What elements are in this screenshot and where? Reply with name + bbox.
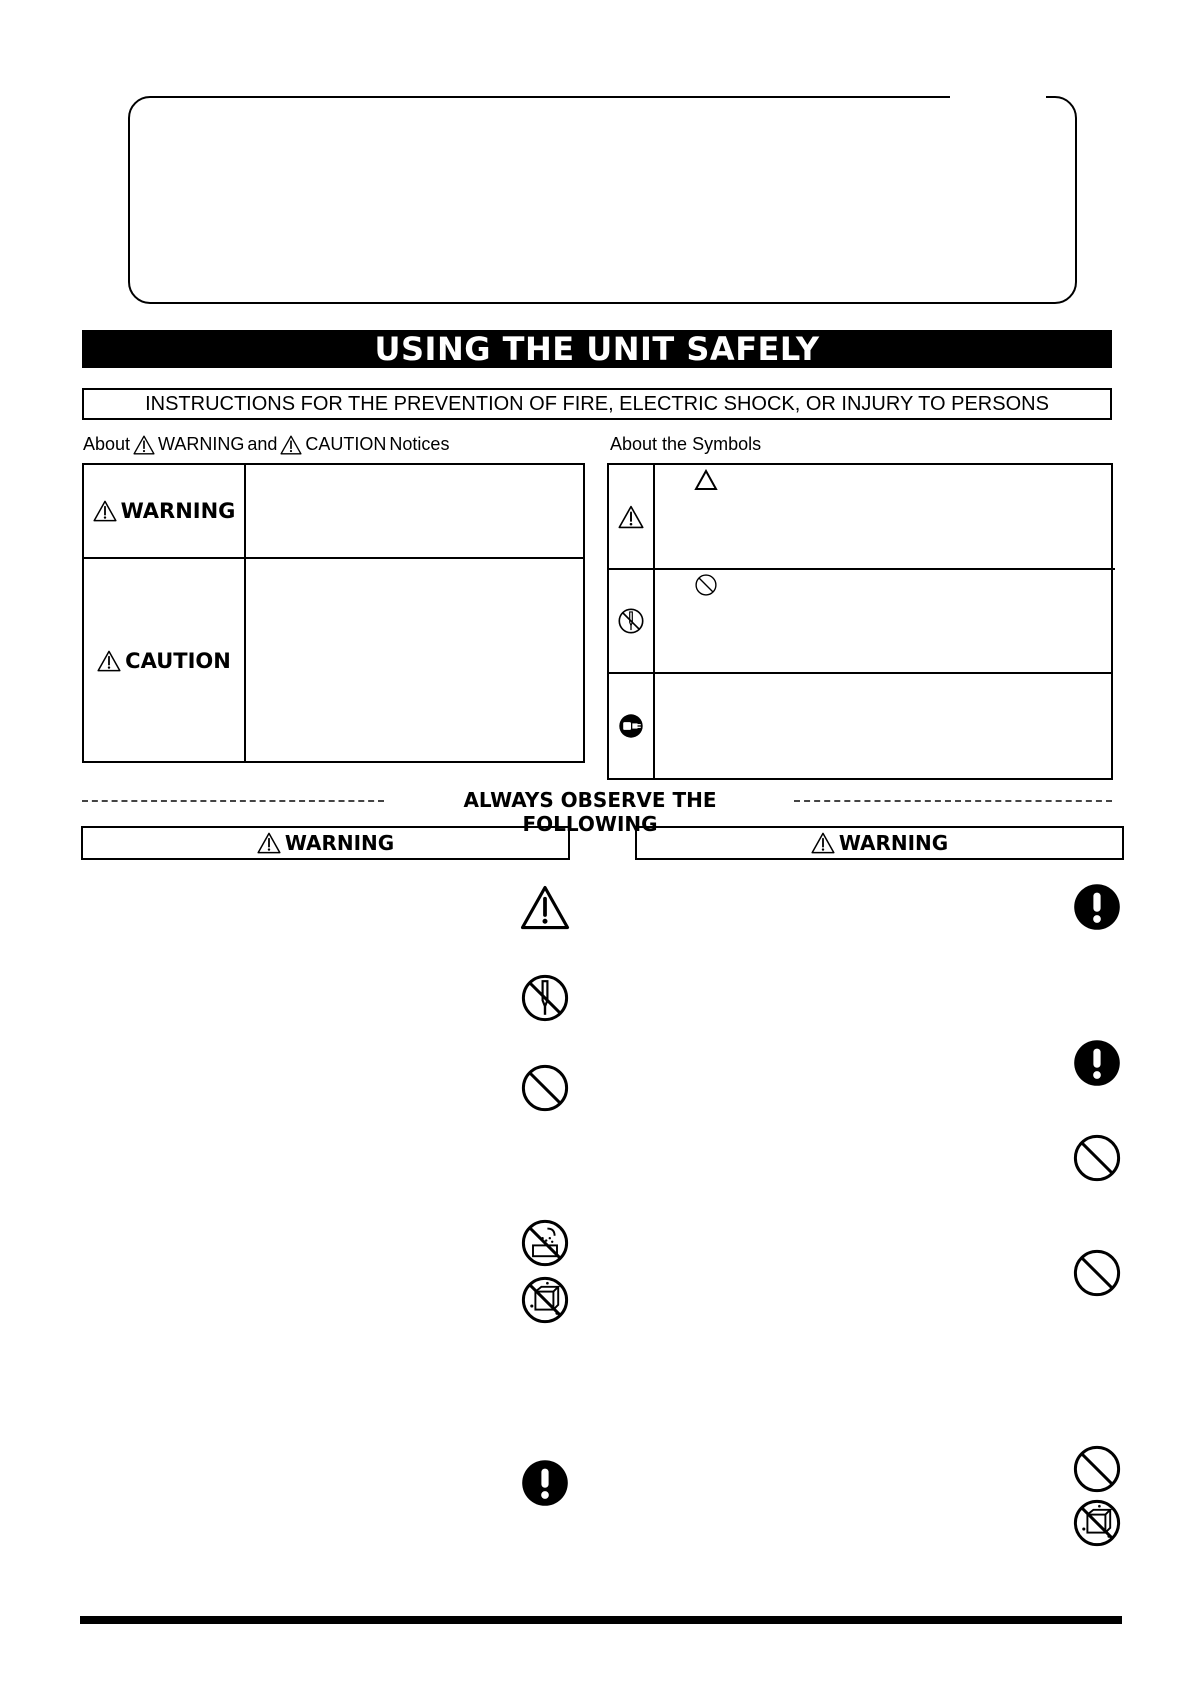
triangle-outline-icon	[694, 469, 718, 491]
symbols-table	[607, 463, 1113, 780]
notices-prefix: About	[83, 434, 131, 454]
warning-triangle-icon	[133, 435, 155, 455]
prohibition-icon	[1073, 1445, 1121, 1493]
mandatory-icon	[1073, 1039, 1121, 1087]
warning-triangle-icon	[811, 832, 835, 854]
no-disassembly-icon	[618, 608, 644, 634]
notices-caution: CAUTION	[305, 434, 387, 454]
symbol-row-required	[609, 674, 653, 778]
notices-heading	[83, 434, 449, 455]
footer-rule	[80, 1616, 1122, 1624]
prohibition-icon	[521, 1064, 569, 1112]
warning-notice-cell	[84, 465, 244, 557]
mandatory-icon	[1073, 883, 1121, 931]
no-fragile-icon	[521, 1276, 569, 1324]
left-warning-header	[81, 826, 570, 860]
right-warning-label: WARNING	[838, 831, 949, 855]
mandatory-icon	[521, 1459, 569, 1507]
symbols-heading: About the Symbols	[610, 434, 762, 454]
warning-triangle-icon	[93, 500, 117, 522]
notice-table	[82, 463, 585, 763]
page-title: USING THE UNIT SAFELY	[82, 330, 1112, 368]
prohibition-icon	[1073, 1249, 1121, 1297]
always-observe-heading: ALWAYS OBSERVE THE FOLLOWING	[463, 788, 717, 836]
notices-warning: WARNING	[158, 434, 245, 454]
symbol-row-warning	[609, 465, 653, 568]
caution-notice-cell	[84, 559, 244, 763]
notices-suffix: Notices	[389, 434, 450, 454]
notices-and: and	[247, 434, 278, 454]
warning-notice-label: WARNING	[120, 499, 236, 523]
symbol-row-prohibited	[609, 570, 653, 672]
no-water-icon	[521, 1219, 569, 1267]
right-warning-header	[635, 826, 1124, 860]
caution-notice-label: CAUTION	[125, 649, 231, 673]
divider-right	[794, 800, 1112, 802]
warning-triangle-icon	[618, 505, 644, 529]
warning-triangle-icon	[280, 435, 302, 455]
unplug-icon	[618, 713, 644, 739]
prohibition-icon	[1073, 1134, 1121, 1182]
top-box-gap	[950, 93, 1046, 101]
no-disassembly-icon	[521, 974, 569, 1022]
warning-triangle-icon	[257, 832, 281, 854]
left-warning-label: WARNING	[284, 831, 395, 855]
divider-left	[82, 800, 384, 802]
warning-triangle-icon	[520, 885, 570, 930]
instructions-subtitle: INSTRUCTIONS FOR THE PREVENTION OF FIRE, ELECTRIC SHOCK, OR INJURY TO PERSONS	[82, 388, 1112, 420]
prohibition-circle-icon	[695, 574, 717, 596]
no-fragile-icon	[1073, 1499, 1121, 1547]
warning-triangle-icon	[97, 650, 121, 672]
top-notice-box	[128, 96, 1077, 304]
